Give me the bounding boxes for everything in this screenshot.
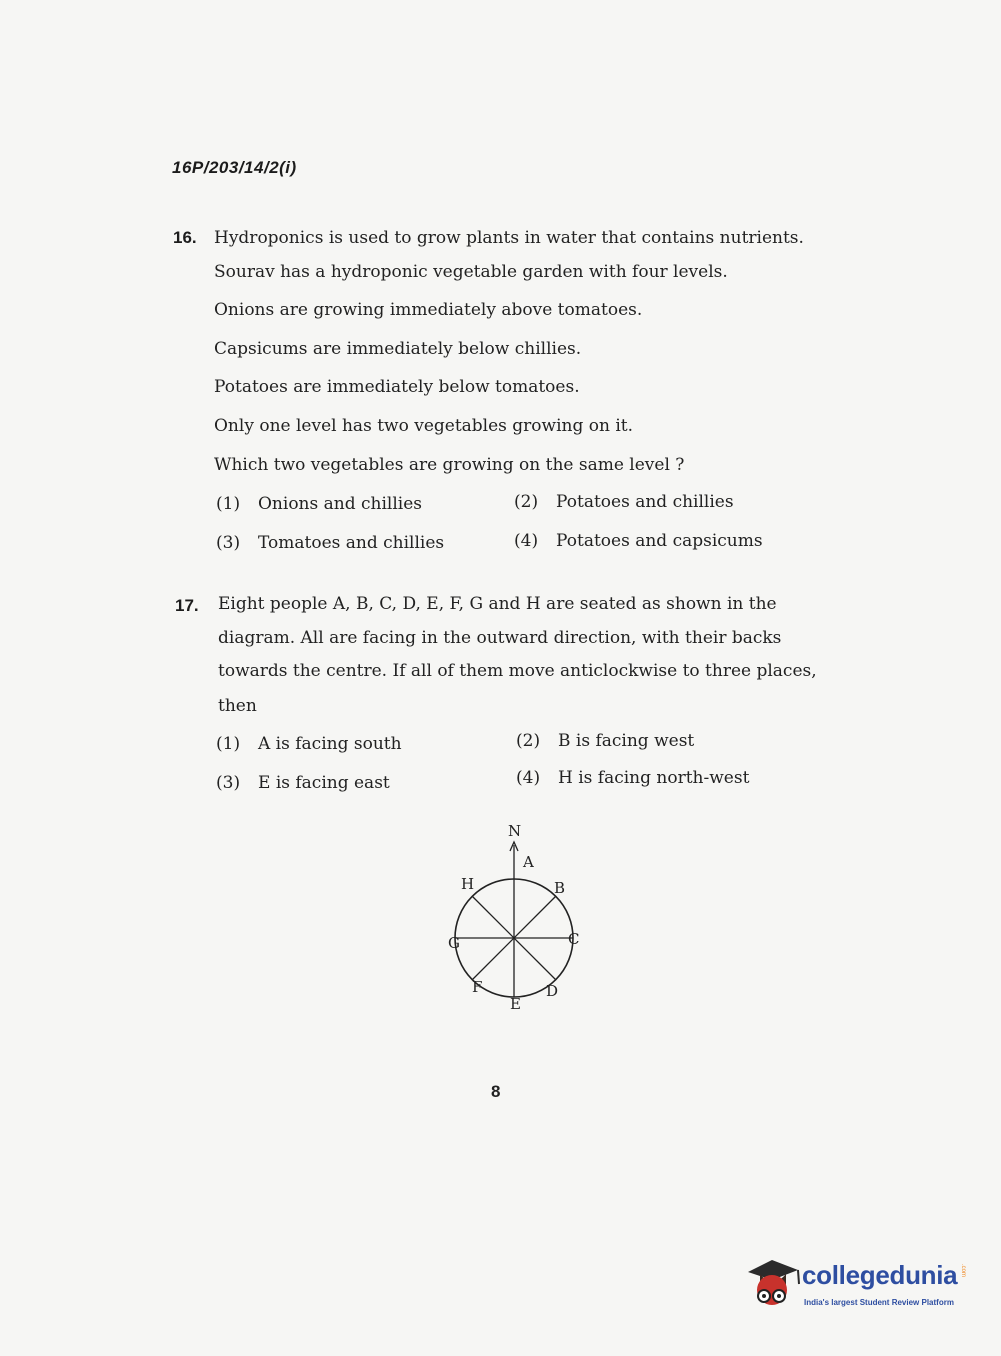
logo-tagline: India's largest Student Review Platform: [804, 1298, 954, 1307]
q17-line-4: then: [218, 696, 257, 716]
q17-option-3[interactable]: [216, 773, 390, 793]
q16-line-7: Which two vegetables are growing on the same level ?: [214, 455, 685, 475]
option-number: (3): [216, 533, 241, 553]
logo-domain-suffix: .com: [960, 1264, 966, 1278]
seat-label-C: C: [568, 930, 580, 948]
q16-line-5: Potatoes are immediately below tomatoes.: [214, 377, 580, 397]
seating-diagram: [430, 815, 600, 1020]
q16-option-2[interactable]: [514, 492, 734, 512]
q16-line-4: Capsicums are immediately below chillies.: [214, 339, 582, 359]
question-number-16: 16.: [173, 228, 197, 247]
option-number: (4): [516, 768, 541, 788]
seat-label-D: D: [546, 982, 559, 1000]
q16-line-6: Only one level has two vegetables growing on it.: [214, 416, 634, 436]
q17-option-4[interactable]: [516, 768, 749, 788]
page-number: 8: [491, 1082, 501, 1101]
option-text: Onions and chillies: [258, 494, 423, 514]
q17-option-1[interactable]: [216, 734, 402, 754]
q16-option-4[interactable]: [514, 531, 763, 551]
logo-wordmark: collegedunia: [802, 1260, 958, 1290]
q16-line-1: Hydroponics is used to grow plants in water that contains nutrients.: [214, 228, 804, 248]
option-text: Tomatoes and chillies: [258, 533, 445, 553]
seat-label-G: G: [448, 934, 460, 952]
option-number: (1): [216, 734, 241, 754]
q16-option-1[interactable]: [216, 494, 422, 514]
paper-code: 16P/203/14/2(i): [172, 158, 297, 177]
option-number: (2): [514, 492, 539, 512]
seat-label-B: B: [554, 879, 566, 897]
option-text: B is facing west: [558, 731, 695, 751]
option-text: Potatoes and capsicums: [556, 531, 763, 551]
option-text: E is facing east: [258, 773, 390, 793]
q17-line-3: towards the centre. If all of them move anticlockwise to three places,: [218, 661, 817, 681]
seat-label-E: E: [510, 995, 521, 1013]
q16-line-2: Sourav has a hydroponic vegetable garden with four levels.: [214, 262, 728, 282]
question-number-17: 17.: [175, 596, 199, 615]
option-text: H is facing north-west: [558, 768, 750, 788]
q17-option-2[interactable]: [516, 731, 694, 751]
mascot-icon: [742, 1250, 802, 1316]
seat-label-A: A: [523, 853, 534, 871]
seat-label-F: F: [472, 978, 483, 996]
option-number: (1): [216, 494, 241, 514]
q16-option-3[interactable]: [216, 533, 444, 553]
option-text: A is facing south: [258, 734, 402, 754]
seat-label-H: H: [461, 875, 475, 893]
q17-line-1: Eight people A, B, C, D, E, F, G and H are seated as shown in the: [218, 594, 777, 614]
option-number: (4): [514, 531, 539, 551]
option-number: (3): [216, 773, 241, 793]
option-text: Potatoes and chillies: [556, 492, 734, 512]
north-label: N: [508, 822, 522, 840]
q17-line-2: diagram. All are facing in the outward direction, with their backs: [218, 628, 782, 648]
option-number: (2): [516, 731, 541, 751]
collegedunia-logo: [742, 1250, 970, 1316]
q16-line-3: Onions are growing immediately above tomatoes.: [214, 300, 643, 320]
